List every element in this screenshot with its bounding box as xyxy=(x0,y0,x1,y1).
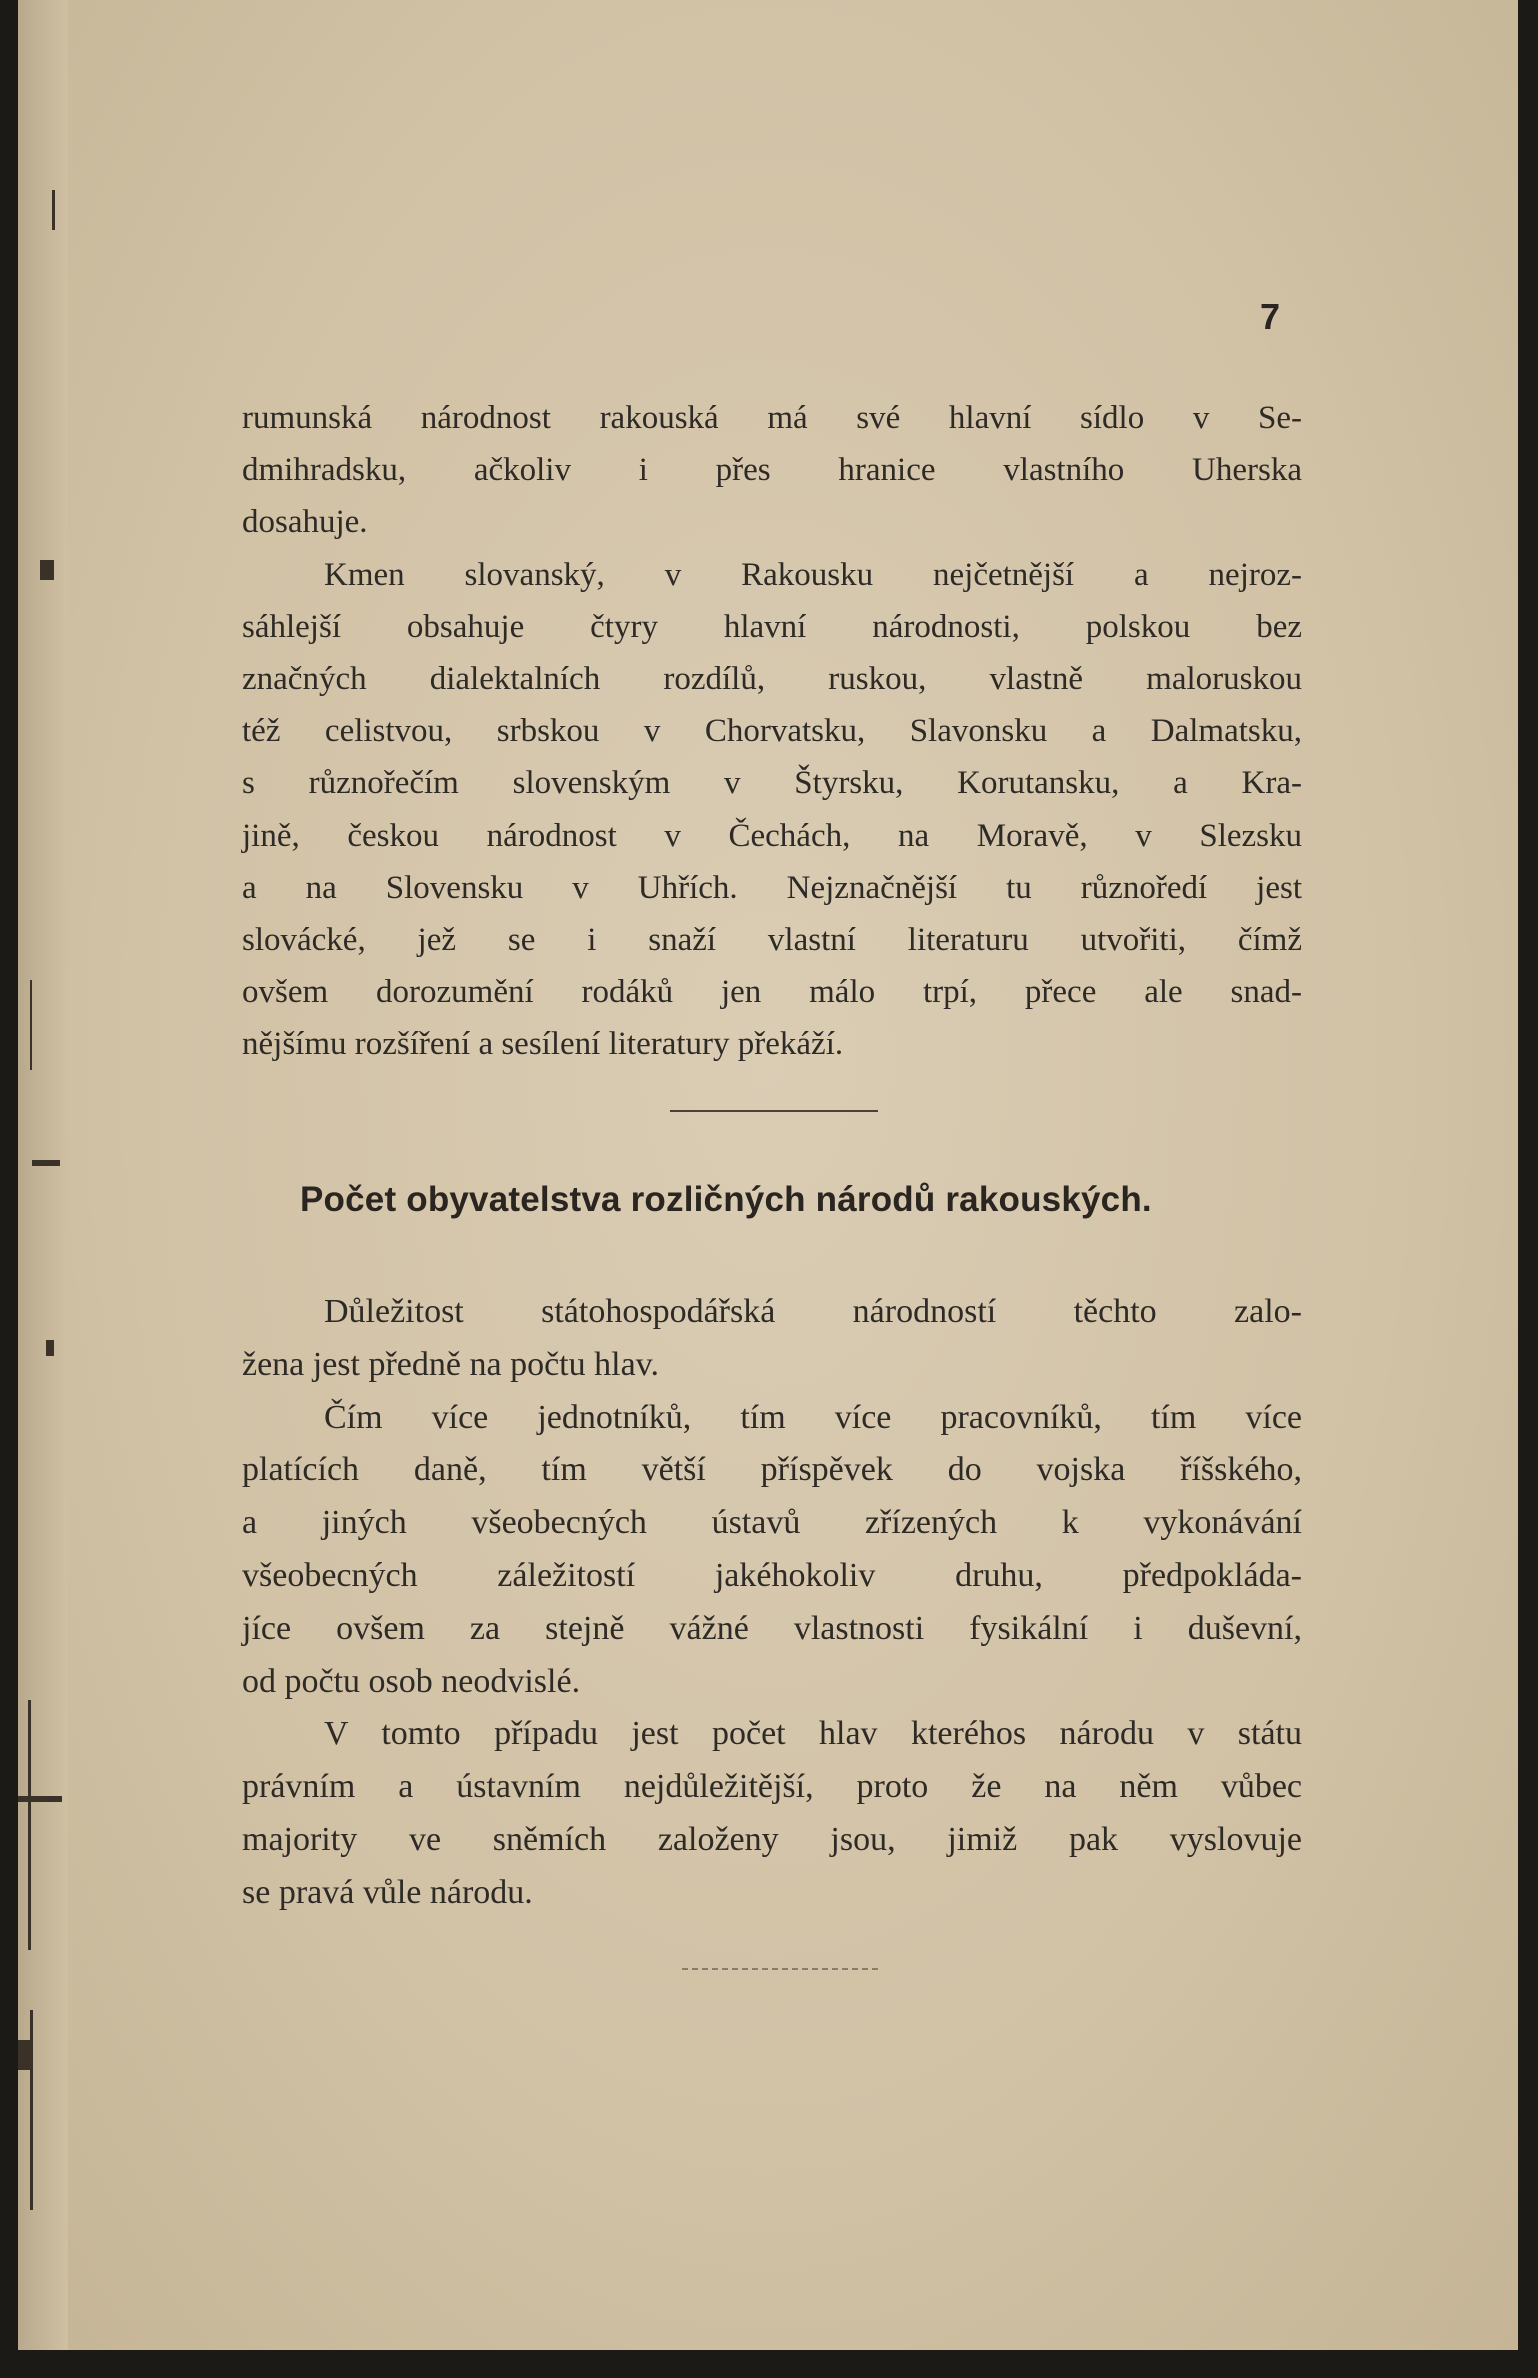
text-line: slovácké, jež se i snaží vlastní literaturu utvořiti, čímž xyxy=(242,922,1302,959)
text-line: Kmen slovanský, v Rakousku nejčetnější a nejroz- xyxy=(324,556,1302,593)
gutter-thread-mark xyxy=(30,2010,33,2210)
body-text-top xyxy=(242,392,1302,1071)
text-line: dosahuje. xyxy=(242,504,368,541)
text-line: ovšem dorozumění rodáků jen málo trpí, přece ale snad- xyxy=(242,974,1302,1011)
text-line: a na Slovensku v Uhřích. Nejznačnější tu různoředí jest xyxy=(242,869,1302,906)
text-line: rumunská národnost rakouská má své hlavní sídlo v Se- xyxy=(242,400,1302,436)
text-line: platících daně, tím větší příspěvek do vojska říšského, xyxy=(242,1451,1302,1489)
text-line: Důležitost státohospodářská národností těchto zalo- xyxy=(324,1293,1302,1330)
body-text-bottom xyxy=(242,1286,1302,1920)
text-line: jíce ovšem za stejně vážné vlastnosti fysikální i duševní, xyxy=(242,1609,1302,1647)
text-line: se pravá vůle národu. xyxy=(242,1873,533,1911)
section-heading: Počet obyvatelstva rozličných národů rakouských. xyxy=(300,1180,1152,1219)
text-line: Čím více jednotníků, tím více pracovníků, tím více xyxy=(324,1398,1302,1436)
section-divider xyxy=(670,1110,878,1112)
text-line: všeobecných záležitostí jakéhokoliv druhu, předpokláda- xyxy=(242,1556,1302,1594)
gutter-thread-mark xyxy=(52,190,55,230)
text-line: V tomto případu jest počet hlav kteréhos národu v státu xyxy=(324,1715,1302,1753)
gutter-thread-mark xyxy=(28,1700,31,1950)
text-line: dmihradsku, ačkoliv i přes hranice vlastního Uherska xyxy=(242,452,1302,489)
text-line: značných dialektalních rozdílů, ruskou, vlastně maloruskou xyxy=(242,661,1302,698)
text-line: nějšímu rozšíření a sesílení literatury překáží. xyxy=(242,1026,844,1063)
gutter-thread-mark xyxy=(40,560,54,580)
text-line: jině, českou národnost v Čechách, na Moravě, v Slezsku xyxy=(242,817,1302,854)
text-line: majority ve sněmích založeny jsou, jimiž pak vyslovuje xyxy=(242,1820,1302,1858)
gutter-thread-mark xyxy=(30,980,32,1070)
text-line: právním a ústavním nejdůležitější, proto že na něm vůbec xyxy=(242,1768,1302,1806)
gutter-thread-mark xyxy=(18,1796,62,1802)
book-page xyxy=(18,0,1518,2350)
text-line: od počtu osob neodvislé. xyxy=(242,1662,581,1700)
text-line: sáhlejší obsahuje čtyry hlavní národnosti, polskou bez xyxy=(242,608,1302,645)
text-line: a jiných všeobecných ústavů zřízených k vykonávání xyxy=(242,1504,1302,1542)
gutter-thread-mark xyxy=(46,1340,54,1356)
binding-gutter xyxy=(18,0,68,2350)
text-line: s různořečím slovenským v Štyrsku, Korutansku, a Kra- xyxy=(242,765,1302,802)
gutter-thread-mark xyxy=(18,2040,30,2070)
text-line: též celistvou, srbskou v Chorvatsku, Slavonsku a Dalmatsku, xyxy=(242,713,1302,750)
page-number: 7 xyxy=(1260,296,1281,337)
gutter-thread-mark xyxy=(32,1160,60,1166)
text-line: žena jest předně na počtu hlav. xyxy=(242,1345,659,1383)
end-ornament xyxy=(682,1968,878,1972)
